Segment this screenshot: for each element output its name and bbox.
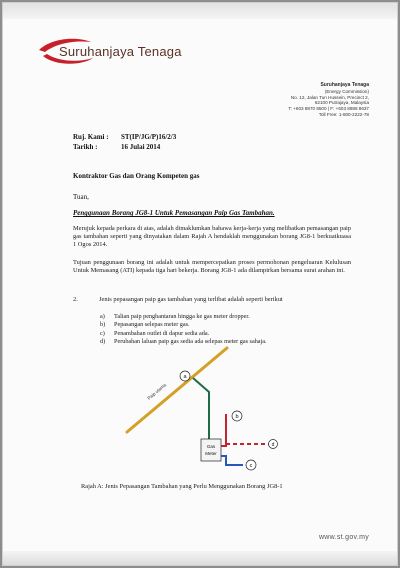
outlet-pipe-blue <box>221 456 243 465</box>
svg-text:a: a <box>183 374 187 380</box>
paragraph-1: Merujuk kepada perkara di atas, adalah dimaklumkan bahawa kerja-kerja yang melibatkan pemasangan paip gas tambahan seperti yang dinyatakan dalam Rajah A hendaklah menggunakan borang JG8-1 berkuatkuasa 1 Ogos 2014. <box>73 225 351 249</box>
ref-value: ST(IP/JG/P)16/2/3 <box>121 133 177 141</box>
gas-meter <box>201 439 221 461</box>
ref-label: Ruj. Kami : <box>73 133 109 141</box>
list-item: d) Perubahan laluan paip gas sedia ada selepas meter gas sahaja. <box>100 337 267 345</box>
main-pipe <box>127 348 227 432</box>
svg-text:c: c <box>249 463 253 469</box>
logo-wordmark: Suruhanjaya Tenaga <box>59 44 182 59</box>
letterhead-address <box>288 83 369 118</box>
svg-text:Gas: Gas <box>206 444 216 449</box>
svg-text:b: b <box>235 414 239 420</box>
outlet-pipe-red <box>221 414 226 446</box>
list-item: c) Penambahan outlet di dapur sedia ada. <box>100 329 210 337</box>
org-subtitle: (Energy Commission) <box>324 88 369 94</box>
subject-line: Penggunaan Borang JG8-1 Untuk Pemasangan Paip Gas Tambahan. <box>73 209 275 217</box>
scan-top-bar <box>3 3 398 19</box>
svg-text:Meter: Meter <box>205 451 217 456</box>
pipe-label: Paip utama <box>146 382 168 401</box>
paragraph-2: Tujuan penggunaan borang ini adalah untuk mempercepatkan proses permohonan pengeluaran Kelulusan Untuk Memasang (ATI) kepada tiga hari bekerja. Borang JG8-1 ada dilampirkan bersama surat arahan ini. <box>73 259 351 275</box>
address-line-2: 62100 Putrajaya, Malaysia <box>314 100 369 106</box>
footer-website: www.st.gov.my <box>318 534 369 541</box>
salutation: Tuan, <box>73 193 89 201</box>
installation-type-list <box>100 313 267 346</box>
date-value: 16 Julai 2014 <box>121 143 161 151</box>
item-2-number: 2. <box>73 296 78 303</box>
item-2 <box>73 296 283 303</box>
letter-page <box>2 2 398 566</box>
item-2-text: Jenis pepasangan paip gas tambahan yang terlibat adalah seperti berikut <box>99 296 283 303</box>
date-label: Tarikh : <box>73 143 98 151</box>
diagram-rajah-a <box>123 346 283 476</box>
svg-text:d: d <box>271 442 275 448</box>
org-name: Suruhanjaya Tenaga <box>320 82 369 88</box>
reference-block <box>73 132 176 152</box>
address-line-1: No. 12, Jalan Tun Hussein, Precinct 2, <box>290 94 369 100</box>
diagram-caption: Rajah A: Jenis Pepasangan Tambahan yang Perlu Menggunakan Borang JG8-1 <box>81 483 283 490</box>
recipient: Kontraktor Gas dan Orang Kompeten gas <box>73 172 200 180</box>
scan-bottom-bar <box>3 551 398 565</box>
list-item: b) Pepasangan selepas meter gas. <box>100 321 190 329</box>
list-item: a) Talian paip penghantaran hingga ke gas meter dropper. <box>100 313 250 320</box>
phone-line: T: +603 8870 8500 | F: +603 8888 8637 <box>288 106 369 112</box>
dropper-pipe <box>193 378 209 440</box>
tollfree-line: Toll Free: 1-800-2222-78 <box>318 111 369 117</box>
